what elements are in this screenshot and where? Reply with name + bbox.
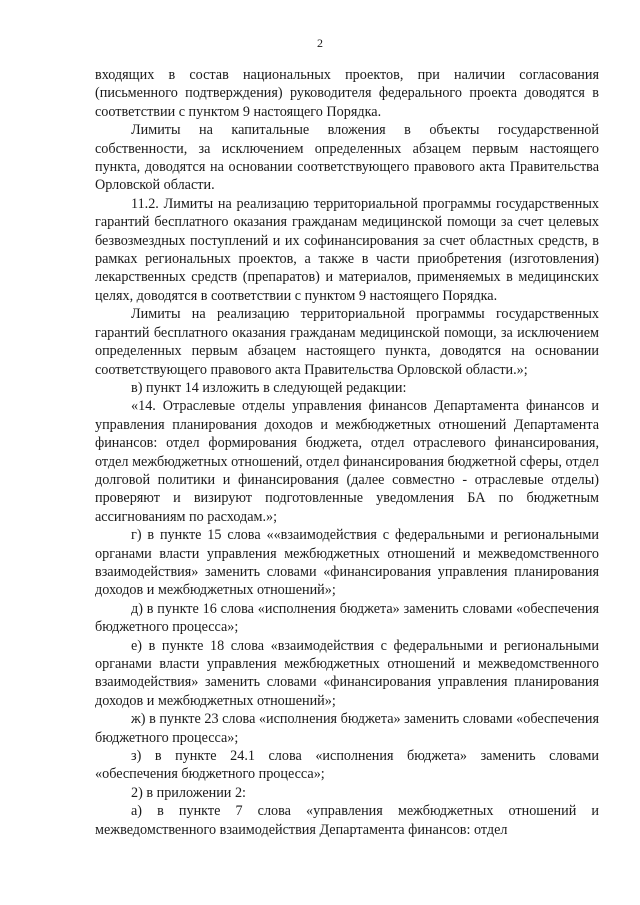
paragraph-point-14: «14. Отраслевые отделы управления финансов Департамента финансов и управления планирования доходов и межбюджетных отношений Департамента финансов: отдел формирования бюджета, отдел отраслевого финансирования, отдел межбюджетных отношений, отдел финансирования бюджетной сферы, отдел долговой политики и финансирования (далее совместно - отраслевые отделы) проверяют и визируют подготовленные уведомления БА по бюджетным ассигнованиям по расходам.»; — [95, 398, 599, 525]
paragraph-item-a: а) в пункте 7 слова «управления межбюджетных отношений и межведомственного взаимодействия Департамента финансов: отдел — [95, 803, 599, 838]
page-number: 2 — [317, 36, 323, 50]
paragraph-item-g: г) в пункте 15 слова ««взаимодействия с федеральными и региональными органами власти управления межбюджетных отношений и межведомственного взаимодействия» заменить словами «финансирования управления планирования доходов и межбюджетных отношений»; — [95, 527, 599, 599]
paragraph-item-zh: ж) в пункте 23 слова «исполнения бюджета» заменить словами «обеспечения бюджетного процесса»; — [95, 711, 599, 746]
document-body — [95, 66, 599, 839]
paragraph-territorial-program: Лимиты на реализацию территориальной программы государственных гарантий бесплатного оказания гражданам медицинской помощи, за исключением определенных первым абзацем настоящего пункта, доводятся на основании соответствующего правового акта Правительства Орловской области.»; — [95, 306, 599, 378]
paragraph-continuation: входящих в состав национальных проектов, при наличии согласования (письменного подтверждения) руководителя федерального проекта доводятся в соответствии с пунктом 9 настоящего Порядка. — [95, 67, 599, 120]
paragraph-capital-limits: Лимиты на капитальные вложения в объекты государственной собственности, за исключением определенных абзацем первым настоящего пункта, доводятся на основании соответствующего правового акта Правительства Орловской области. — [95, 122, 599, 194]
paragraph-item-e: е) в пункте 18 слова «взаимодействия с федеральными и региональными органами власти управления межбюджетных отношений и межведомственного взаимодействия» заменить словами «финансирования управления планирования доходов и межбюджетных отношений»; — [95, 637, 599, 709]
paragraph-item-v: в) пункт 14 изложить в следующей редакции: — [131, 379, 407, 396]
paragraph-appendix-2: 2) в приложении 2: — [131, 784, 246, 801]
paragraph-11-2: 11.2. Лимиты на реализацию территориальной программы государственных гарантий бесплатного оказания гражданам медицинской помощи за счет целевых безвозмездных поступлений и их софинансирования за счет областных средств, в рамках региональных проектов, а также в части приобретения (изготовления) лекарственных средств (препаратов) и материалов, применяемых в медицинских целях, доводятся в соответствии с пунктом 9 настоящего Порядка. — [95, 195, 599, 304]
paragraph-item-z: з) в пункте 24.1 слова «исполнения бюджета» заменить словами «обеспечения бюджетного процесса»; — [95, 748, 599, 783]
paragraph-item-d: д) в пункте 16 слова «исполнения бюджета» заменить словами «обеспечения бюджетного процесса»; — [95, 600, 599, 636]
